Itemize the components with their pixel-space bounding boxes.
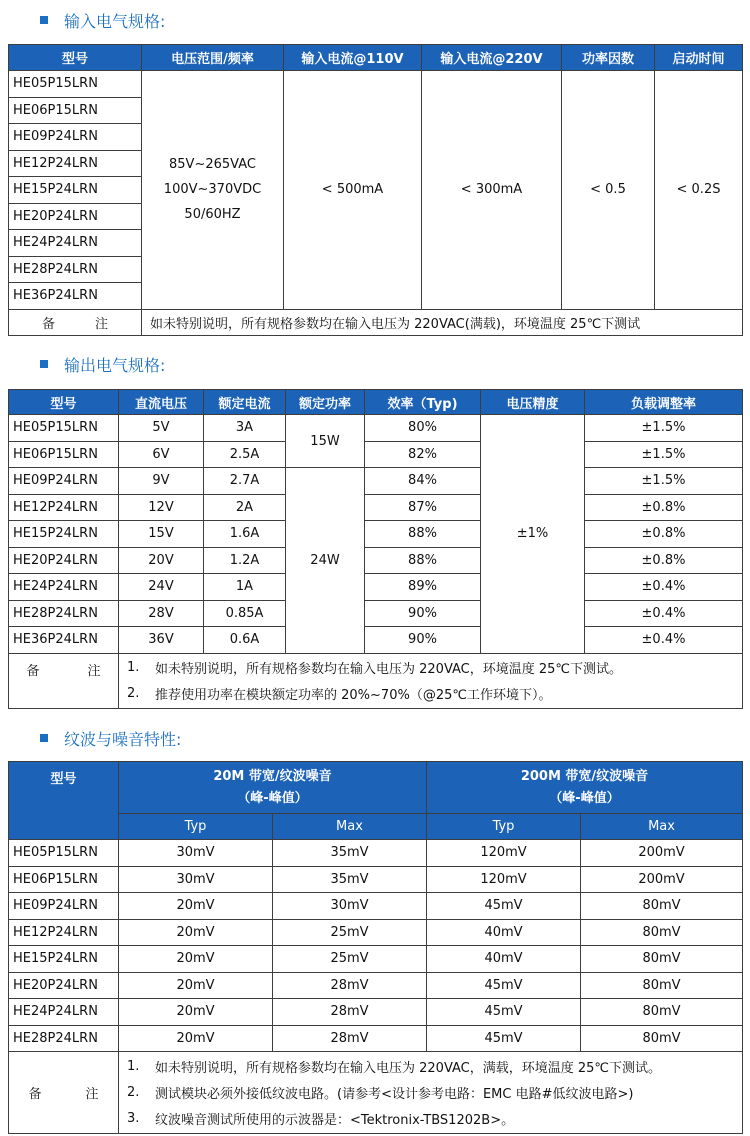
header-cell: 额定电流 <box>204 390 286 415</box>
header-cell: 启动时间 <box>655 45 743 71</box>
max-200m-cell: 80mV <box>581 946 743 973</box>
dc-voltage-cell: 28V <box>119 600 204 627</box>
table-row <box>9 1025 743 1052</box>
dc-voltage-cell: 12V <box>119 494 204 521</box>
rated-current-cell: 1A <box>204 574 286 601</box>
note-line: 2. 推荐使用功率在模块额定功率的 20%~70%（@25℃工作环境下）。 <box>127 686 552 703</box>
note-label: 备 注 <box>9 653 119 708</box>
max-20m-cell: 28mV <box>273 1025 427 1052</box>
note-row <box>9 653 743 708</box>
rated-current-cell: 1.6A <box>204 521 286 548</box>
efficiency-cell: 87% <box>365 494 481 521</box>
efficiency-cell: 82% <box>365 441 481 468</box>
output-spec-table <box>8 389 743 709</box>
table-row <box>9 600 743 627</box>
max-20m-cell: 28mV <box>273 999 427 1026</box>
input-section-title: 输入电气规格: <box>40 9 165 31</box>
load-regulation-cell: ±0.8% <box>585 494 743 521</box>
table-row <box>9 972 743 999</box>
rated-current-cell: 3A <box>204 415 286 442</box>
model-cell: HE36P24LRN <box>9 627 119 654</box>
note-label: 备 注 <box>9 1052 119 1134</box>
model-cell: HE05P15LRN <box>9 71 142 98</box>
table-row <box>9 919 743 946</box>
note-text <box>119 653 743 708</box>
rated-power-cell: 24W <box>286 468 365 654</box>
model-cell: HE12P24LRN <box>9 150 142 177</box>
model-cell: HE15P24LRN <box>9 521 119 548</box>
table-row <box>9 415 743 442</box>
typ-20m-cell: 20mV <box>119 972 273 999</box>
model-cell: HE09P24LRN <box>9 468 119 495</box>
table-row <box>9 946 743 973</box>
model-cell: HE05P15LRN <box>9 415 119 442</box>
rated-current-cell: 1.2A <box>204 547 286 574</box>
max-20m-cell: 35mV <box>273 866 427 893</box>
model-cell: HE20P24LRN <box>9 547 119 574</box>
model-cell: HE06P15LRN <box>9 866 119 893</box>
model-cell: HE12P24LRN <box>9 919 119 946</box>
note-row <box>9 309 743 335</box>
model-cell: HE15P24LRN <box>9 946 119 973</box>
header-cell: 电压精度 <box>481 390 585 415</box>
typ-20m-cell: 20mV <box>119 999 273 1026</box>
max-200m-cell: 80mV <box>581 1025 743 1052</box>
efficiency-cell: 88% <box>365 521 481 548</box>
input-current-220-cell: < 300mA <box>422 71 562 310</box>
note-line: 3. 纹波噪音测试所使用的示波器是：<Tektronix-TBS1202B>。 <box>127 1111 515 1128</box>
max-20m-cell: 30mV <box>273 893 427 920</box>
rated-current-cell: 0.85A <box>204 600 286 627</box>
voltage-range-cell: 85V~265VAC 100V~370VDC 50/60HZ <box>142 71 284 310</box>
typ-20m-cell: 20mV <box>119 919 273 946</box>
table-row <box>9 866 743 893</box>
table-row <box>9 547 743 574</box>
max-20m-cell: 28mV <box>273 972 427 999</box>
header-cell: 效率（Typ) <box>365 390 481 415</box>
load-regulation-cell: ±0.8% <box>585 547 743 574</box>
table-row <box>9 468 743 495</box>
efficiency-cell: 84% <box>365 468 481 495</box>
max-200m-cell: 80mV <box>581 919 743 946</box>
model-cell: HE28P24LRN <box>9 600 119 627</box>
note-text <box>119 1052 743 1134</box>
ripple-section-title: 纹波与噪音特性: <box>40 727 181 749</box>
model-cell: HE24P24LRN <box>9 574 119 601</box>
header-cell: 型号 <box>9 762 119 840</box>
model-cell: HE12P24LRN <box>9 494 119 521</box>
table-subheader-row <box>9 814 743 840</box>
max-20m-cell: 25mV <box>273 919 427 946</box>
ripple-noise-table <box>8 761 743 1134</box>
model-cell: HE09P24LRN <box>9 124 142 151</box>
table-row <box>9 441 743 468</box>
subheader-typ: Typ <box>427 814 581 840</box>
max-20m-cell: 35mV <box>273 840 427 867</box>
table-row <box>9 840 743 867</box>
max-200m-cell: 200mV <box>581 866 743 893</box>
efficiency-cell: 90% <box>365 600 481 627</box>
efficiency-cell: 80% <box>365 415 481 442</box>
load-regulation-cell: ±0.4% <box>585 574 743 601</box>
typ-200m-cell: 45mV <box>427 999 581 1026</box>
typ-20m-cell: 20mV <box>119 1025 273 1052</box>
model-cell: HE24P24LRN <box>9 230 142 257</box>
dc-voltage-cell: 6V <box>119 441 204 468</box>
subheader-max: Max <box>273 814 427 840</box>
model-cell: HE36P24LRN <box>9 283 142 310</box>
max-20m-cell: 25mV <box>273 946 427 973</box>
dc-voltage-cell: 20V <box>119 547 204 574</box>
note-row <box>9 1052 743 1134</box>
table-row <box>9 521 743 548</box>
output-section-title: 输出电气规格: <box>40 353 165 375</box>
dc-voltage-cell: 9V <box>119 468 204 495</box>
startup-time-cell: < 0.2S <box>655 71 743 310</box>
table-row <box>9 494 743 521</box>
typ-20m-cell: 30mV <box>119 866 273 893</box>
header-cell: 负载调整率 <box>585 390 743 415</box>
header-cell: 输入电流@220V <box>422 45 562 71</box>
typ-200m-cell: 45mV <box>427 972 581 999</box>
input-spec-table <box>8 44 743 336</box>
header-cell: 型号 <box>9 390 119 415</box>
header-cell: 电压范围/频率 <box>142 45 284 71</box>
square-bullet-icon <box>40 16 48 24</box>
header-cell: 功率因数 <box>562 45 655 71</box>
efficiency-cell: 88% <box>365 547 481 574</box>
model-cell: HE06P15LRN <box>9 441 119 468</box>
model-cell: HE09P24LRN <box>9 893 119 920</box>
typ-200m-cell: 45mV <box>427 893 581 920</box>
rated-power-cell: 15W <box>286 415 365 468</box>
model-cell: HE28P24LRN <box>9 256 142 283</box>
typ-200m-cell: 40mV <box>427 946 581 973</box>
table-row <box>9 71 743 98</box>
typ-20m-cell: 30mV <box>119 840 273 867</box>
load-regulation-cell: ±1.5% <box>585 415 743 442</box>
load-regulation-cell: ±0.4% <box>585 627 743 654</box>
table-header-row <box>9 45 743 71</box>
typ-20m-cell: 20mV <box>119 946 273 973</box>
note-text: 如未特别说明，所有规格参数均在输入电压为 220VAC(满载)，环境温度 25℃下测试 <box>142 309 743 335</box>
header-cell: 输入电流@110V <box>284 45 422 71</box>
square-bullet-icon <box>40 360 48 368</box>
note-line: 2. 测试模块必须外接低纹波电路。(请参考<设计参考电路：EMC 电路#低纹波电路>) <box>127 1085 634 1102</box>
model-cell: HE20P24LRN <box>9 972 119 999</box>
rated-current-cell: 2A <box>204 494 286 521</box>
table-row <box>9 893 743 920</box>
model-cell: HE06P15LRN <box>9 97 142 124</box>
table-row <box>9 999 743 1026</box>
load-regulation-cell: ±1.5% <box>585 441 743 468</box>
model-cell: HE28P24LRN <box>9 1025 119 1052</box>
header-cell: 型号 <box>9 45 142 71</box>
table-row <box>9 627 743 654</box>
subheader-max: Max <box>581 814 743 840</box>
input-current-110-cell: < 500mA <box>284 71 422 310</box>
dc-voltage-cell: 36V <box>119 627 204 654</box>
load-regulation-cell: ±0.8% <box>585 521 743 548</box>
efficiency-cell: 89% <box>365 574 481 601</box>
rated-current-cell: 0.6A <box>204 627 286 654</box>
note-line: 1. 如未特别说明，所有规格参数均在输入电压为 220VAC，环境温度 25℃下测试。 <box>127 660 623 677</box>
typ-20m-cell: 20mV <box>119 893 273 920</box>
max-200m-cell: 80mV <box>581 972 743 999</box>
efficiency-cell: 90% <box>365 627 481 654</box>
voltage-accuracy-cell: ±1% <box>481 415 585 654</box>
typ-200m-cell: 120mV <box>427 840 581 867</box>
header-cell-200m: 200M 带宽/纹波噪音 （峰-峰值） <box>427 762 743 814</box>
square-bullet-icon <box>40 734 48 742</box>
dc-voltage-cell: 15V <box>119 521 204 548</box>
typ-200m-cell: 40mV <box>427 919 581 946</box>
rated-current-cell: 2.5A <box>204 441 286 468</box>
dc-voltage-cell: 24V <box>119 574 204 601</box>
note-line: 1. 如未特别说明，所有规格参数均在输入电压为 220VAC，满载，环境温度 25℃下测试。 <box>127 1059 662 1076</box>
max-200m-cell: 80mV <box>581 893 743 920</box>
note-label: 备 注 <box>9 309 142 335</box>
table-header-row <box>9 390 743 415</box>
typ-200m-cell: 120mV <box>427 866 581 893</box>
header-cell: 直流电压 <box>119 390 204 415</box>
dc-voltage-cell: 5V <box>119 415 204 442</box>
power-factor-cell: < 0.5 <box>562 71 655 310</box>
typ-200m-cell: 45mV <box>427 1025 581 1052</box>
max-200m-cell: 200mV <box>581 840 743 867</box>
subheader-typ: Typ <box>119 814 273 840</box>
header-cell: 额定功率 <box>286 390 365 415</box>
load-regulation-cell: ±0.4% <box>585 600 743 627</box>
rated-current-cell: 2.7A <box>204 468 286 495</box>
load-regulation-cell: ±1.5% <box>585 468 743 495</box>
model-cell: HE24P24LRN <box>9 999 119 1026</box>
header-cell-20m: 20M 带宽/纹波噪音 （峰-峰值） <box>119 762 427 814</box>
model-cell: HE05P15LRN <box>9 840 119 867</box>
model-cell: HE20P24LRN <box>9 203 142 230</box>
model-cell: HE15P24LRN <box>9 177 142 204</box>
table-row <box>9 574 743 601</box>
max-200m-cell: 80mV <box>581 999 743 1026</box>
table-header-row <box>9 762 743 814</box>
